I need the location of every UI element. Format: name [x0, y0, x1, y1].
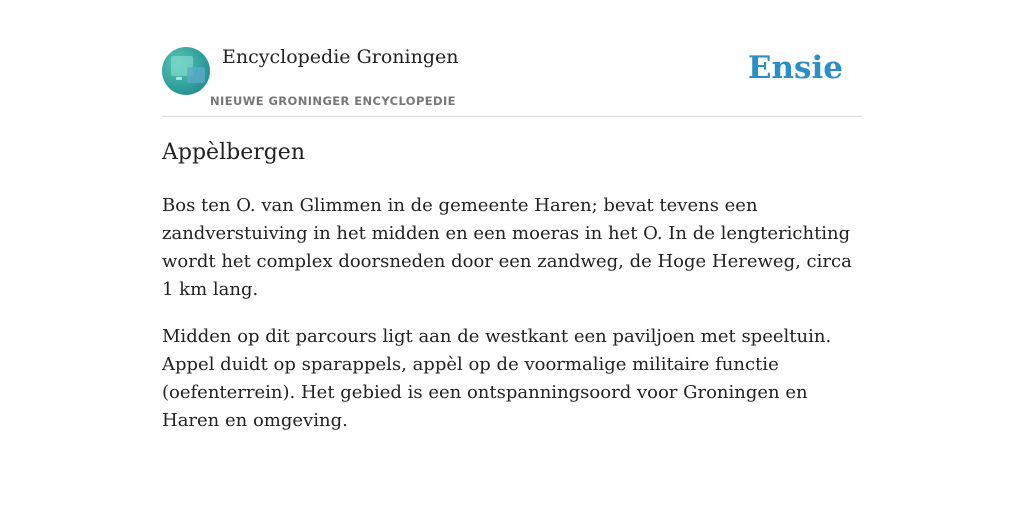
- page-container: [162, 0, 862, 431]
- ensie-brand-link[interactable]: Ensie: [747, 50, 843, 86]
- article-paragraph: Bos ten O. van Glimmen in de gemeente Haren; bevat tevens een zandverstuiving in het midden en een moeras in het O. In de lengterichting wordt het complex doorsneden door een zandweg, de Hoge Hereweg, circa 1 km lang.: [162, 195, 852, 300]
- encyclopedia-logo-icon[interactable]: [162, 47, 210, 95]
- article-body: [162, 192, 862, 454]
- logo-card-shape: [187, 67, 205, 83]
- header: [162, 0, 862, 117]
- site-subtitle: NIEUWE GRONINGER ENCYCLOPEDIE: [210, 94, 456, 108]
- logo-detail-shape: [176, 77, 182, 80]
- article-paragraph: Midden op dit parcours ligt aan de westkant een paviljoen met speeltuin. Appel duidt op sparappels, appèl op de voormalige militaire functie (oefenterrein). Het gebied is een ontspanningsoord voor Groningen en Haren en omgeving.: [162, 326, 832, 431]
- article-title: Appèlbergen: [162, 140, 305, 165]
- site-title-link[interactable]: Encyclopedie Groningen: [222, 46, 459, 68]
